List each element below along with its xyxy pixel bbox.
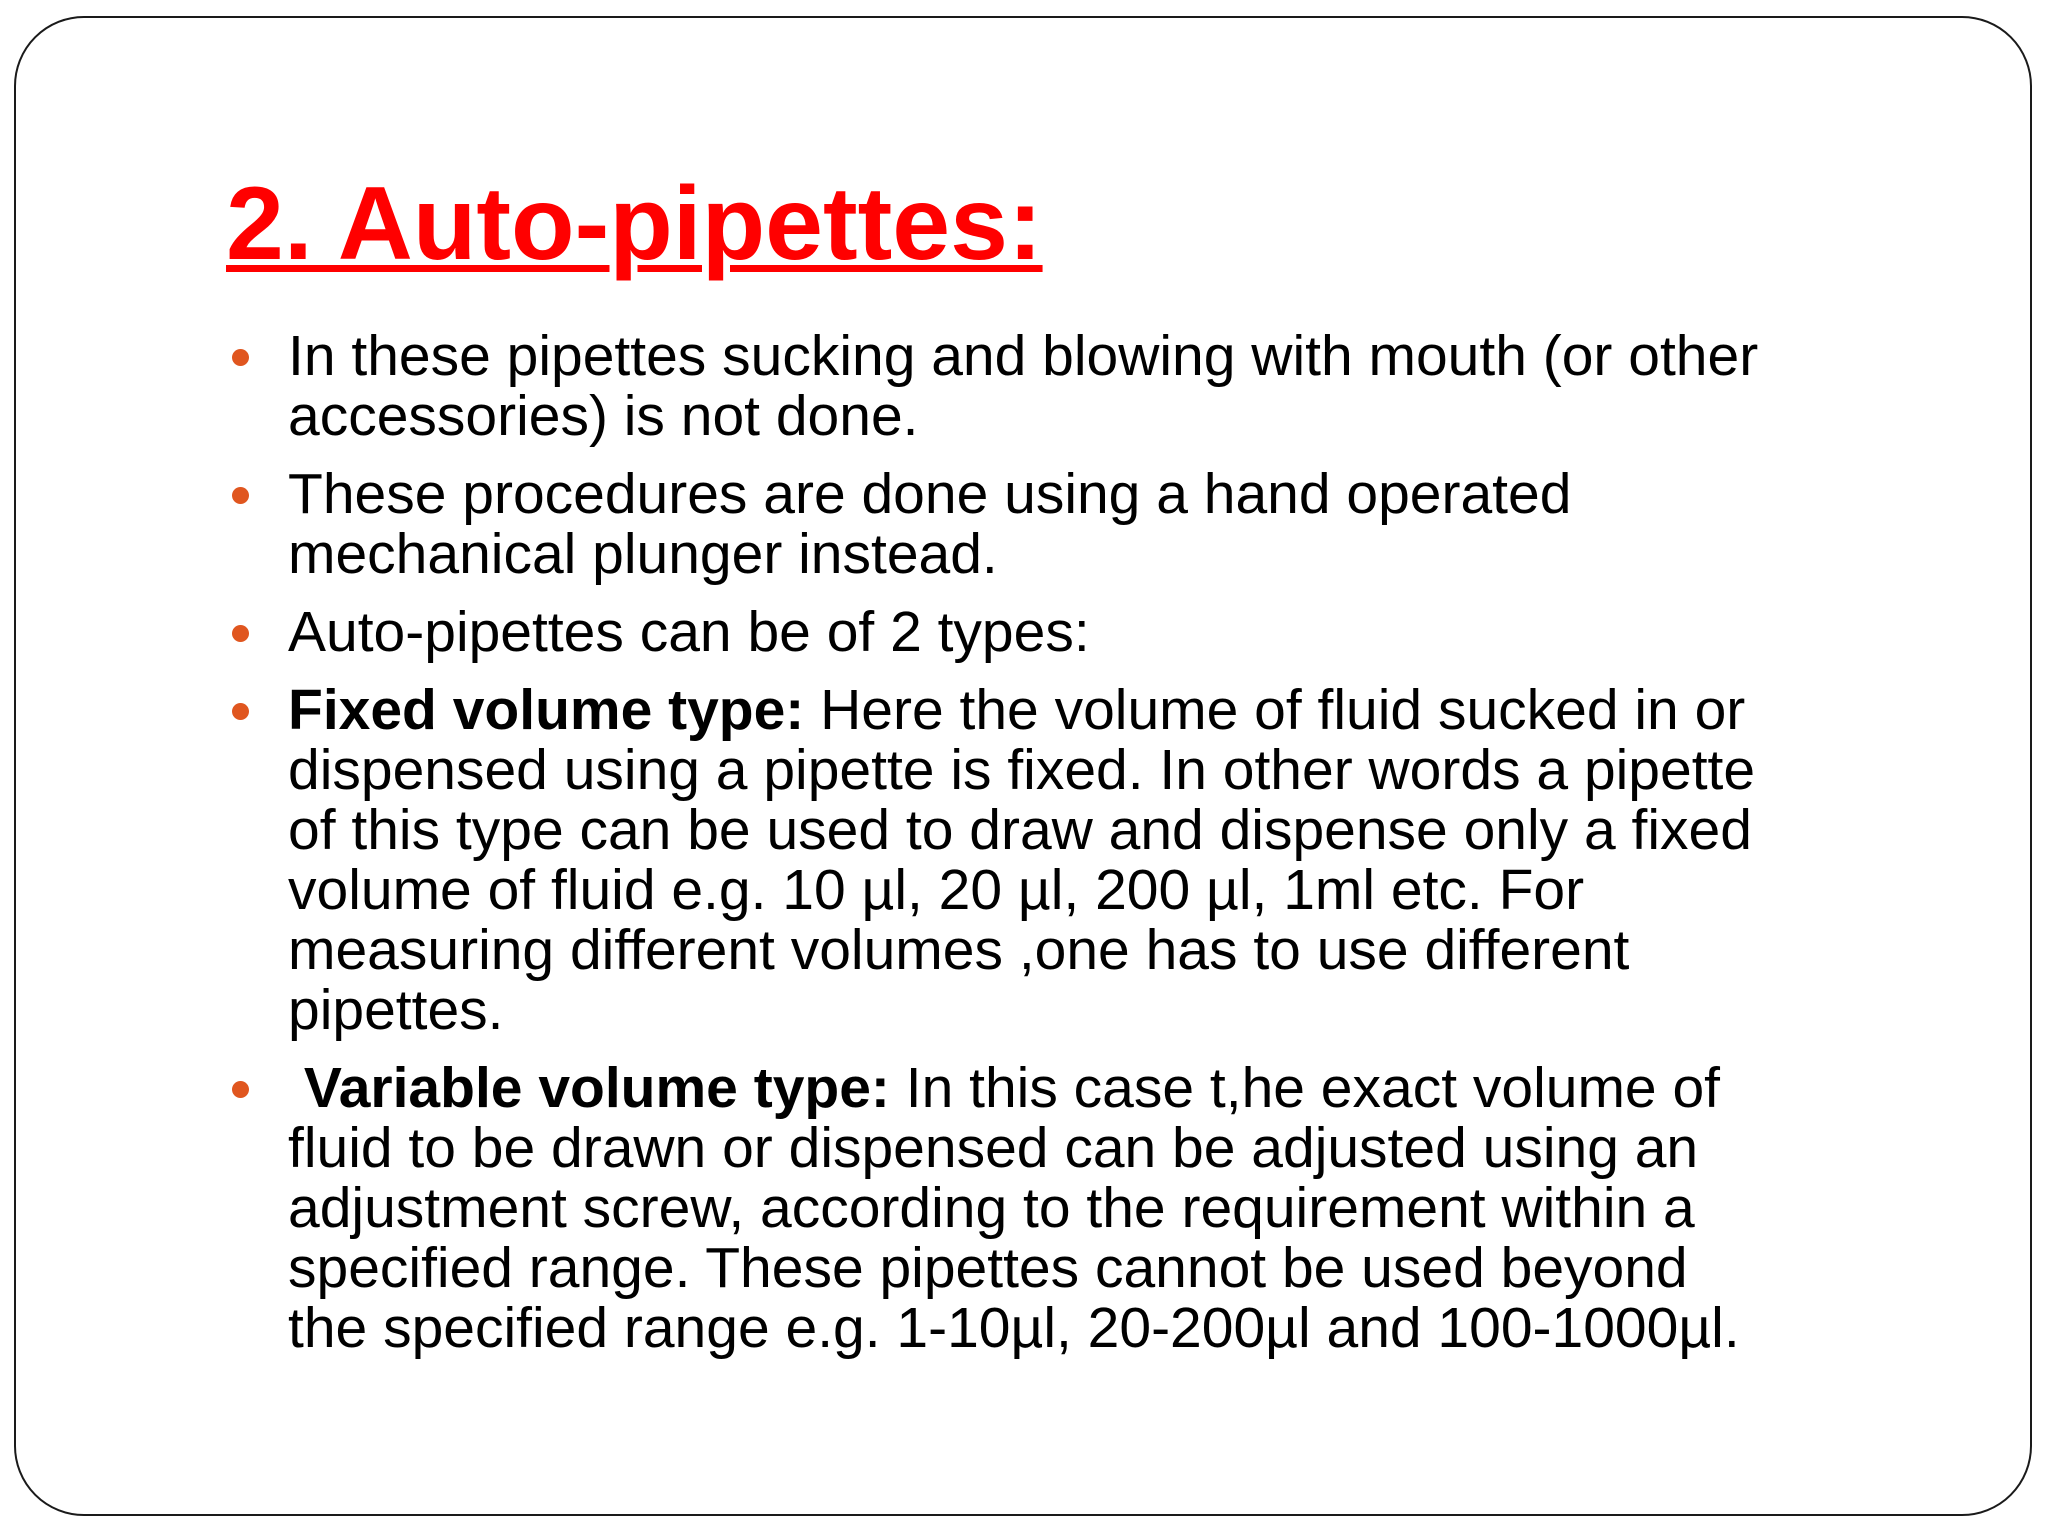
bullet-text-line: In these pipettes sucking and blowing with mouth (or other xyxy=(288,324,1759,388)
bullet-item-mechanical-plunger xyxy=(226,464,1946,584)
bullet-first-line xyxy=(288,680,1946,740)
bullet-first-line-text: In this case t,he exact volume of xyxy=(889,1056,1720,1120)
bullet-dot-icon xyxy=(232,703,249,720)
bullet-lead-term: Fixed volume type: xyxy=(288,678,805,742)
bullet-dot-icon xyxy=(232,487,249,504)
bullet-list xyxy=(226,326,1946,1376)
bullet-text-line: mechanical plunger instead. xyxy=(288,522,998,586)
bullet-text-line: fluid to be drawn or dispensed can be adjusted using an xyxy=(288,1116,1699,1180)
bullet-text-line: accessories) is not done. xyxy=(288,384,919,448)
bullet-text-line: pipettes. xyxy=(288,978,504,1042)
bullet-text-line: specified range. These pipettes cannot be used beyond xyxy=(288,1236,1688,1300)
bullet-text-line: These procedures are done using a hand operated xyxy=(288,462,1572,526)
bullet-dot-icon xyxy=(232,625,249,642)
bullet-item-no-mouth-suction xyxy=(226,326,1946,446)
bullet-dot-icon xyxy=(232,1081,249,1098)
bullet-text-line: volume of fluid e.g. 10 µl, 20 µl, 200 µl, 1ml etc. For xyxy=(288,858,1585,922)
bullet-text-line: Auto-pipettes can be of 2 types: xyxy=(288,600,1090,664)
bullet-first-line-text: Here the volume of fluid sucked in or xyxy=(804,678,1746,742)
bullet-text-line: of this type can be used to draw and dispense only a fixed xyxy=(288,798,1752,862)
bullet-item-variable-volume xyxy=(226,1058,1946,1358)
bullet-lead-term: Variable volume type: xyxy=(288,1056,890,1120)
bullet-first-line xyxy=(288,1058,1946,1118)
bullet-text-line: the specified range e.g. 1-10µl, 20-200µl and 100-1000µl. xyxy=(288,1296,1740,1360)
bullet-text-line: dispensed using a pipette is fixed. In other words a pipette xyxy=(288,738,1756,802)
slide-title: 2. Auto-pipettes: xyxy=(226,166,1043,282)
bullet-text-line: measuring different volumes ,one has to use different xyxy=(288,918,1630,982)
bullet-text-line: adjustment screw, according to the requirement within a xyxy=(288,1176,1695,1240)
bullet-dot-icon xyxy=(232,349,249,366)
bullet-item-fixed-volume xyxy=(226,680,1946,1040)
bullet-item-two-types xyxy=(226,602,1946,662)
